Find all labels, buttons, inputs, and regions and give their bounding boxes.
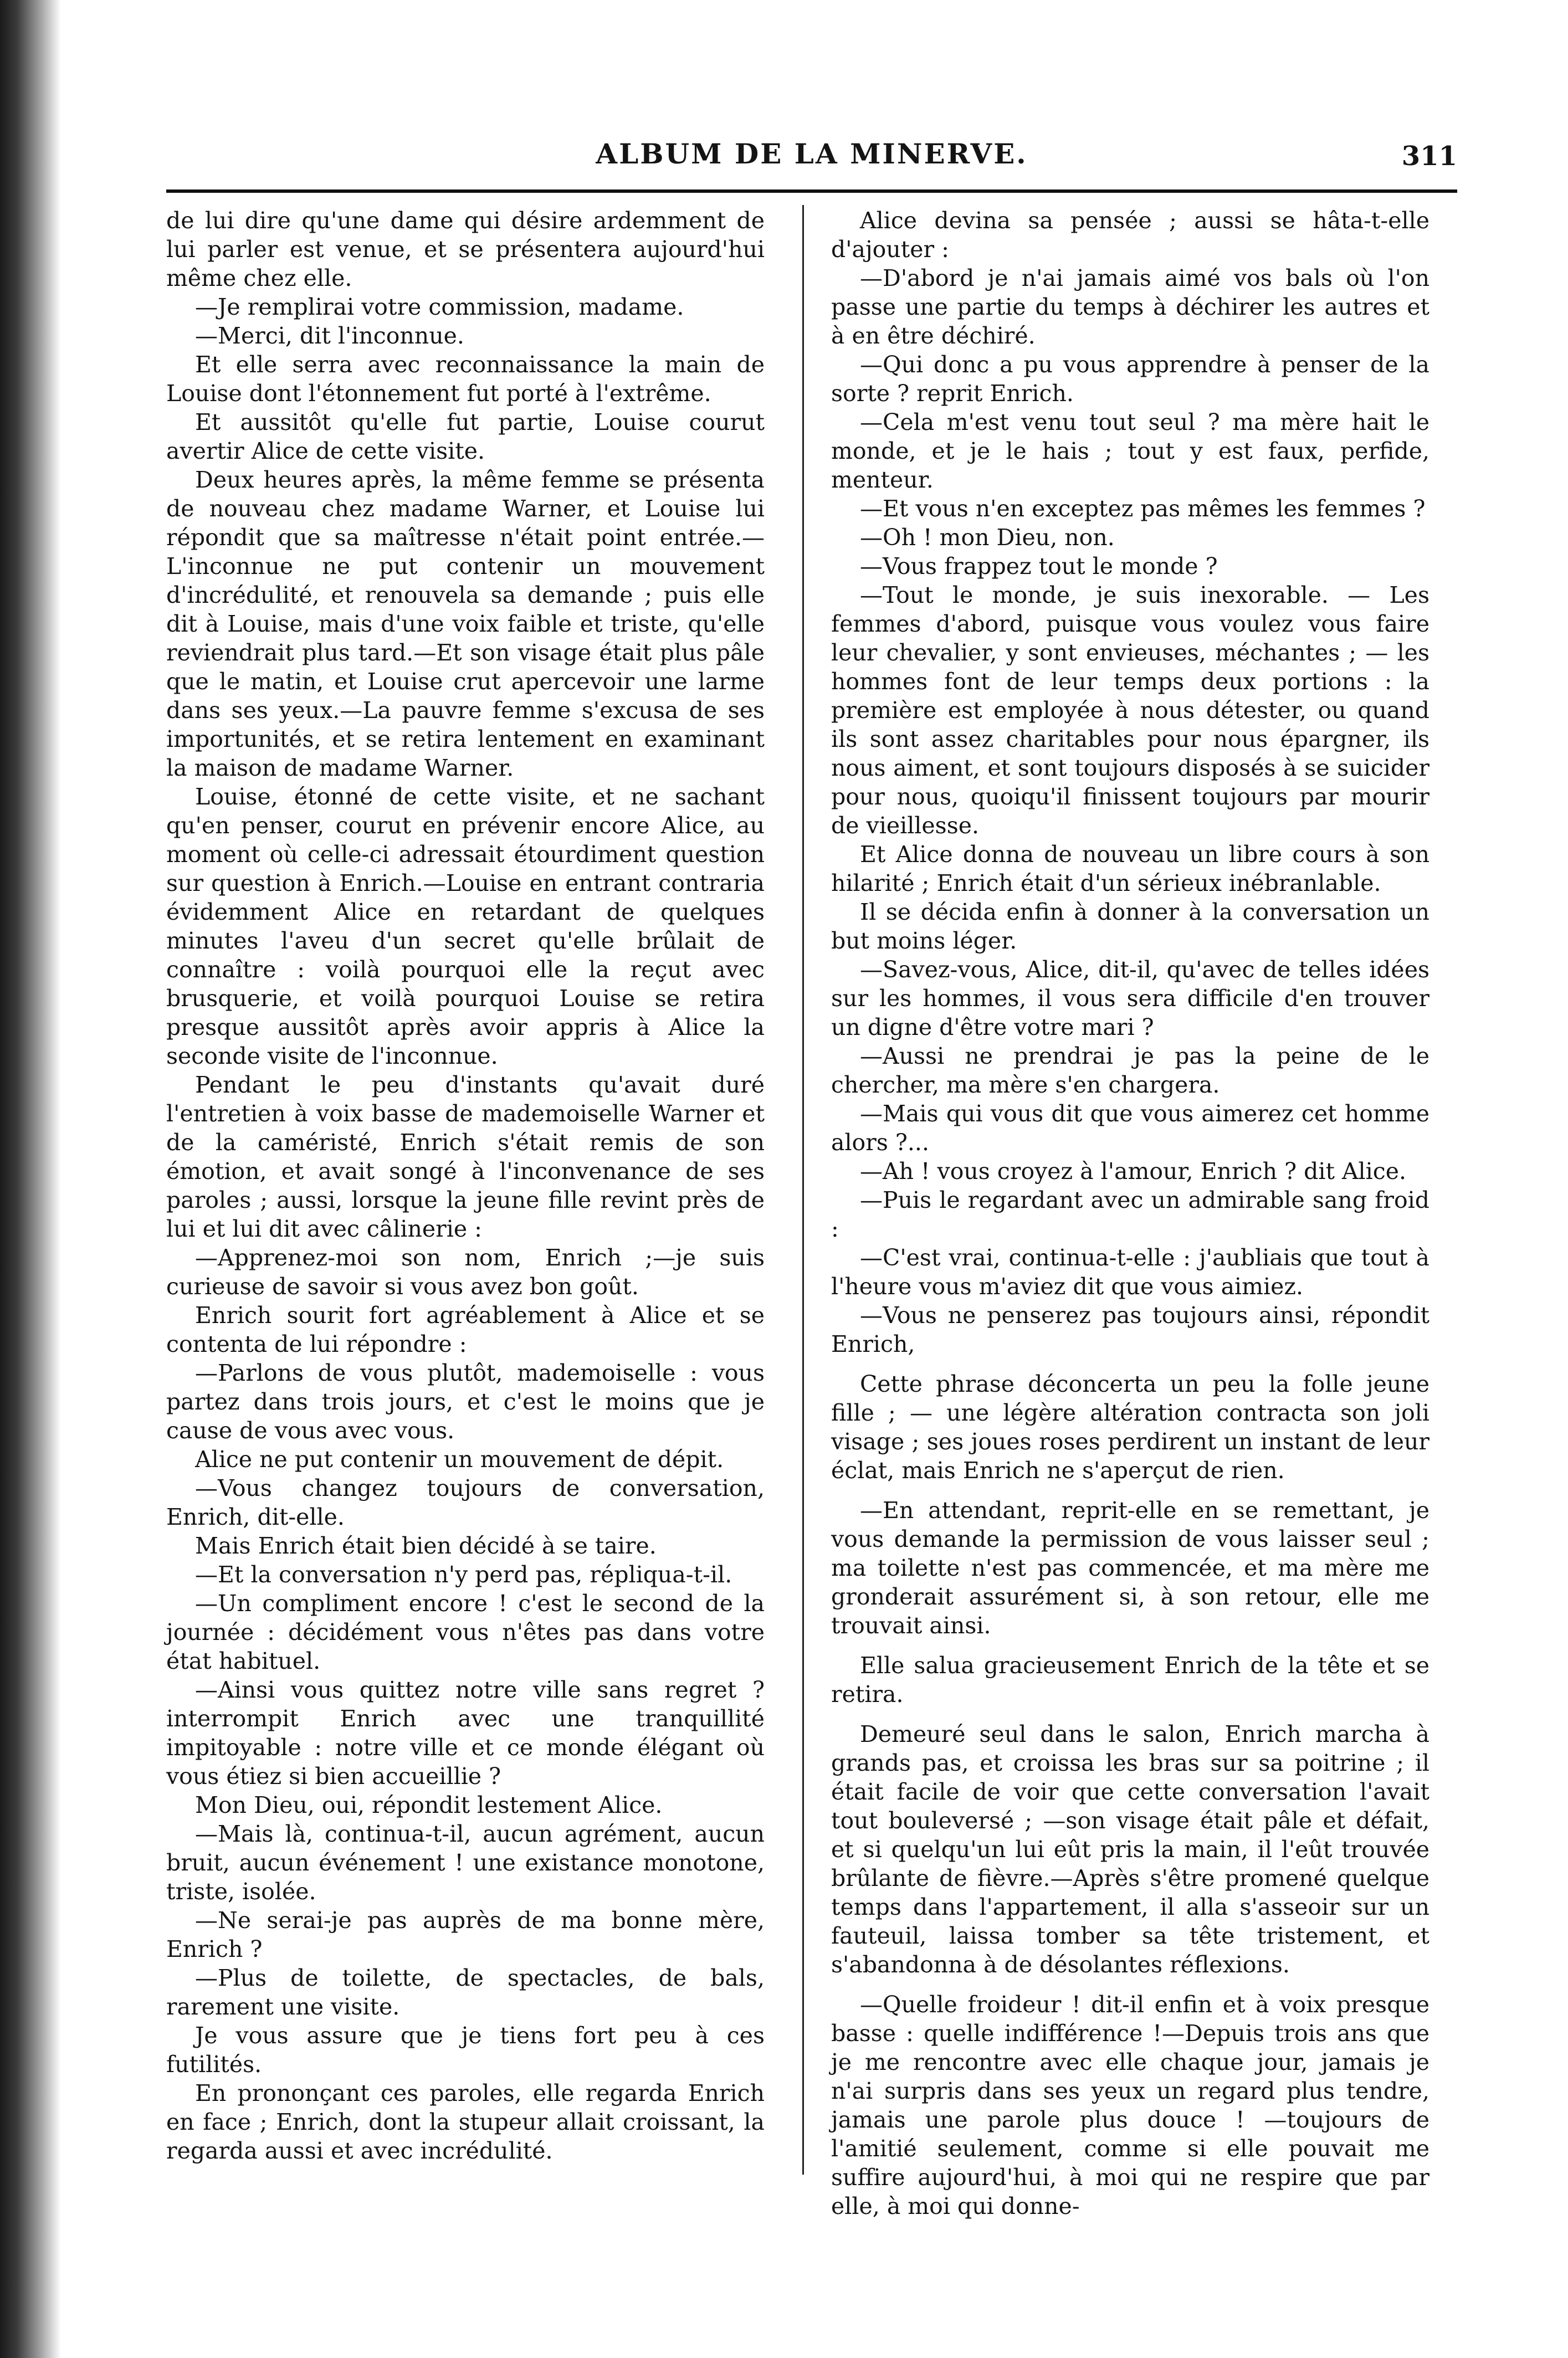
paragraph: Et Alice donna de nouveau un libre cours à son hilarité ; Enrich était d'un sérieux inébranlable. [831,841,1429,896]
paragraph: Et elle serra avec reconnaissance la main de Louise dont l'étonnement fut porté à l'extrême. [166,351,765,407]
column-divider [802,205,804,2175]
paragraph: Enrich sourit fort agréablement à Alice et se contenta de lui répondre : [166,1302,765,1357]
paragraph: —Et la conversation n'y perd pas, répliqua-t-il. [195,1561,732,1588]
paragraph: de lui dire qu'une dame qui désire ardemment de lui parler est venue, et se présentera aujourd'hui même chez elle. [166,207,765,291]
paragraph: —Apprenez-moi son nom, Enrich ;—je suis curieuse de savoir si vous avez bon goût. [166,1244,765,1300]
page-binding-shadow [0,0,61,2358]
paragraph: —Savez-vous, Alice, dit-il, qu'avec de telles idées sur les hommes, il vous sera difficile d'en trouver un digne d'être votre mari ? [831,956,1429,1040]
paragraph: Demeuré seul dans le salon, Enrich marcha à grands pas, et croissa les bras sur sa poitrine ; il était facile de voir que cette conversation l'avait tout bouleversé ; —son visage était pâle et défait, et si quelqu'un lui eût pris la main, il l'eût trouvée brûlante de fièvre.—Après s'être promené quelque temps dans l'appartement, il alla s'asseoir sur un fauteuil, laissa tomber sa tête tristement, et s'abandonna à de désolantes réflexions. [831,1721,1429,1978]
paragraph: Cette phrase déconcerta un peu la folle jeune fille ; — une légère altération contracta son joli visage ; ses joues roses perdirent un instant de leur éclat, mais Enrich ne s'aperçut de rien. [831,1371,1429,1484]
paragraph: Pendant le peu d'instants qu'avait duré l'entretien à voix basse de mademoiselle Warner et de la caméristé, Enrich s'était remis de son émotion, et avait songé à l'inconvenance de ses paroles ; aussi, lorsque la jeune fille revint près de lui et lui dit avec câlinerie : [166,1072,765,1242]
header-rule [166,189,1457,193]
paragraph: Louise, étonné de cette visite, et ne sachant qu'en penser, courut en prévenir encore Alice, au moment où celle-ci adressait étourdiment question sur question à Enrich.—Louise en entrant contraria évidemment Alice en retardant de quelques minutes l'aveu d'un secret qu'elle brûlait de connaître : voilà pourquoi elle la reçut avec brusquerie, et voilà pourquoi Louise se retira presque aussitôt après avoir appris à Alice la seconde visite de l'inconnue. [166,783,765,1069]
right-column [831,206,1429,2221]
running-header [166,137,1457,182]
paragraph: Je vous assure que je tiens fort peu à ces futilités. [166,2022,765,2078]
paragraph: —Cela m'est venu tout seul ? ma mère hait le monde, et je le hais ; tout y est faux, perfide, menteur. [831,409,1429,493]
paragraph: —Parlons de vous plutôt, mademoiselle : vous partez dans trois jours, et c'est le moins que je cause de vous avec vous. [166,1360,765,1444]
paragraph: —Plus de toilette, de spectacles, de bals, rarement une visite. [166,1965,765,2020]
paragraph: —D'abord je n'ai jamais aimé vos bals où l'on passe une partie du temps à déchirer les autres et à en être déchiré. [831,265,1429,349]
paragraph: —Qui donc a pu vous apprendre à penser de la sorte ? reprit Enrich. [831,351,1429,407]
paragraph: —Un compliment encore ! c'est le second de la journée : décidément vous n'êtes pas dans votre état habituel. [166,1590,765,1674]
paragraph: Elle salua gracieusement Enrich de la tête et se retira. [831,1652,1429,1708]
paragraph: —Vous ne penserez pas toujours ainsi, répondit Enrich, [831,1302,1429,1357]
paragraph: En prononçant ces paroles, elle regarda Enrich en face ; Enrich, dont la stupeur allait croissant, la regarda aussi et avec incrédulité. [166,2080,765,2164]
paragraph: Mon Dieu, oui, répondit lestement Alice. [195,1792,663,1818]
paragraph: —Je remplirai votre commission, madame. [195,294,684,320]
paragraph: —Mais qui vous dit que vous aimerez cet homme alors ?... [831,1100,1429,1156]
paragraph: —Aussi ne prendrai je pas la peine de le chercher, ma mère s'en chargera. [831,1043,1429,1098]
left-column [166,206,765,2165]
paragraph: Il se décida enfin à donner à la conversation un but moins léger. [831,899,1429,954]
page-number: 311 [1401,141,1457,172]
paragraph: Alice devina sa pensée ; aussi se hâta-t-elle d'ajouter : [831,207,1429,263]
paragraph: —Quelle froideur ! dit-il enfin et à voix presque basse : quelle indifférence !—Depuis trois ans que je me rencontre avec elle chaque jour, jamais je n'ai surpris dans ses yeux un regard plus tendre, jamais une parole plus douce ! —toujours de l'amitié seulement, comme si elle pouvait me suffire aujourd'hui, à moi qui ne respire que par elle, à moi qui donne- [831,1991,1429,2219]
paragraph: —Ainsi vous quittez notre ville sans regret ? interrompit Enrich avec une tranquillité impitoyable : notre ville et ce monde élégant où vous étiez si bien accueillie ? [166,1677,765,1790]
journal-title: ALBUM DE LA MINERVE. [596,137,1028,170]
paragraph: Mais Enrich était bien décidé à se taire. [195,1532,657,1559]
paragraph: —En attendant, reprit-elle en se remettant, je vous demande la permission de vous laisser seul ; ma toilette n'est pas commencée, et ma mère me gronderait assurément si, à son retour, elle me trouvait ainsi. [831,1497,1429,1639]
paragraph: —Mais là, continua-t-il, aucun agrément, aucun bruit, aucun événement ! une existance monotone, triste, isolée. [166,1821,765,1905]
paragraph: Et aussitôt qu'elle fut partie, Louise courut avertir Alice de cette visite. [166,409,765,464]
paragraph: —C'est vrai, continua-t-elle : j'aubliais que tout à l'heure vous m'aviez dit que vous aimiez. [831,1244,1429,1300]
paragraph: —Ah ! vous croyez à l'amour, Enrich ? dit Alice. [860,1158,1407,1185]
paragraph: —Et vous n'en exceptez pas mêmes les femmes ? [860,495,1426,522]
paragraph: —Oh ! mon Dieu, non. [860,524,1115,551]
paragraph: Alice ne put contenir un mouvement de dépit. [195,1446,724,1473]
paragraph: —Merci, dit l'inconnue. [195,322,464,349]
paragraph: —Tout le monde, je suis inexorable. — Les femmes d'abord, puisque vous voulez vous faire leur chevalier, y sont envieuses, méchantes ; — les hommes font de leur temps deux portions : la première est employée à nous détester, ou quand ils sont assez charitables pour nous épargner, ils nous aiment, et sont toujours disposés à se suicider pour nous, quoiqu'il finissent toujours par mourir de vieillesse. [831,582,1429,839]
paragraph: —Ne serai-je pas auprès de ma bonne mère, Enrich ? [166,1907,765,1962]
paragraph: —Vous changez toujours de conversation, Enrich, dit-elle. [166,1475,765,1530]
paragraph: —Vous frappez tout le monde ? [860,553,1218,580]
paragraph: —Puis le regardant avec un admirable sang froid : [831,1187,1429,1242]
paragraph: Deux heures après, la même femme se présenta de nouveau chez madame Warner, et Louise lui répondit que sa maîtresse n'était point entrée.—L'inconnue ne put contenir un mouvement d'incrédulité, et renouvela sa demande ; puis elle dit à Louise, mais d'une voix faible et triste, qu'elle reviendrait plus tard.—Et son visage était plus pâle que le matin, et Louise crut apercevoir une larme dans ses yeux.—La pauvre femme s'excusa de ses importunités, et se retira lentement en examinant la maison de madame Warner. [166,467,765,781]
